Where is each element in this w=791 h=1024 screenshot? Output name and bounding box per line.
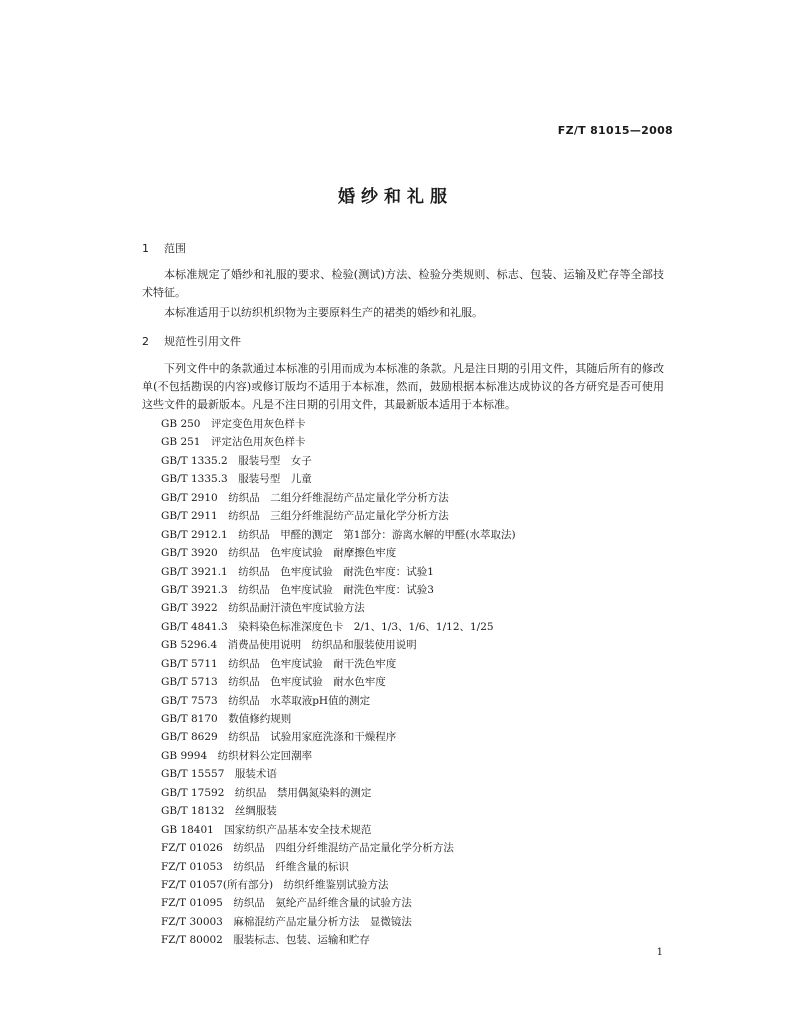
list-item: GB/T 3921.1 纺织品 色牢度试验 耐洗色牢度：试验1 — [161, 565, 434, 578]
list-item: GB/T 15557 服装术语 — [161, 768, 277, 781]
scope-paragraph-2: 本标准适用于以纺织机织物为主要原料生产的裙类的婚纱和礼服。 — [164, 306, 483, 319]
list-item: GB 18401 国家纺织产品基本安全技术规范 — [161, 823, 372, 836]
list-item: GB 9994 纺织材料公定回潮率 — [161, 749, 313, 762]
list-item: GB/T 2912.1 纺织品 甲醛的测定 第1部分：游离水解的甲醛(水萃取法) — [161, 528, 516, 541]
list-item: FZ/T 01026 纺织品 四组分纤维混纺产品定量化学分析方法 — [161, 842, 454, 855]
list-item: FZ/T 30003 麻棉混纺产品定量分析方法 显微镜法 — [161, 915, 412, 928]
list-item: GB 251 评定沾色用灰色样卡 — [161, 436, 306, 449]
list-item: FZ/T 01053 纺织品 纤维含量的标识 — [161, 860, 349, 873]
list-item: GB/T 3920 纺织品 色牢度试验 耐摩擦色牢度 — [161, 547, 397, 560]
list-item: GB/T 18132 丝绸服装 — [161, 805, 277, 818]
list-item: GB/T 8629 纺织品 试验用家庭洗涤和干燥程序 — [161, 731, 397, 744]
section-number: 2 — [142, 335, 149, 348]
list-item: FZ/T 01057(所有部分) 纺织纤维鉴别试验方法 — [161, 878, 389, 891]
list-item: GB/T 3922 纺织品耐汗渍色牢度试验方法 — [161, 602, 365, 615]
list-item: GB/T 4841.3 染料染色标准深度色卡 2/1、1/3、1/6、1/12、1/25 — [161, 620, 494, 633]
section-number: 1 — [142, 242, 149, 255]
scope-paragraph-1: 本标准规定了婚纱和礼服的要求、检验(测试)方法、检验分类规则、标志、包装、运输及贮存等全部技术特征。 — [142, 268, 664, 299]
list-item: GB/T 1335.2 服装号型 女子 — [161, 454, 312, 467]
section-heading-scope — [142, 240, 186, 256]
page-number: 1 — [656, 947, 663, 958]
list-item: GB/T 7573 纺织品 水萃取液pH值的测定 — [161, 694, 371, 707]
list-item: GB/T 2910 纺织品 二组分纤维混纺产品定量化学分析方法 — [161, 491, 449, 504]
list-item: GB 5296.4 消费品使用说明 纺织品和服装使用说明 — [161, 639, 417, 652]
list-item: GB/T 17592 纺织品 禁用偶氮染料的测定 — [161, 786, 372, 799]
list-item: GB/T 2911 纺织品 三组分纤维混纺产品定量化学分析方法 — [161, 510, 449, 523]
list-item: GB 250 评定变色用灰色样卡 — [161, 418, 306, 430]
section-title: 规范性引用文件 — [164, 335, 241, 348]
section-heading-references — [142, 333, 241, 349]
reference-list — [161, 415, 516, 950]
standard-code: FZ/T 81015—2008 — [557, 124, 673, 137]
list-item: GB/T 5711 纺织品 色牢度试验 耐干洗色牢度 — [161, 657, 397, 670]
document-title: 婚纱和礼服 — [338, 187, 453, 207]
list-item: GB/T 5713 纺织品 色牢度试验 耐水色牢度 — [161, 676, 386, 689]
list-item: GB/T 8170 数值修约规则 — [161, 713, 292, 725]
list-item: GB/T 3921.3 纺织品 色牢度试验 耐洗色牢度：试验3 — [161, 583, 434, 596]
section-title: 范围 — [164, 242, 186, 255]
list-item: FZ/T 01095 纺织品 氨纶产品纤维含量的试验方法 — [161, 897, 412, 910]
list-item: FZ/T 80002 服装标志、包装、运输和贮存 — [161, 934, 370, 947]
list-item: GB/T 1335.3 服装号型 儿童 — [161, 473, 312, 486]
references-intro: 下列文件中的条款通过本标准的引用而成为本标准的条款。凡是注日期的引用文件，其随后所有的修改单(不包括勘误的内容)或修订版均不适用于本标准，然而，鼓励根据本标准达成协议的各方研究是否可使用这些文件的最新版本。凡是不注日期的引用文件，其最新版本适用于本标准。 — [142, 362, 664, 411]
